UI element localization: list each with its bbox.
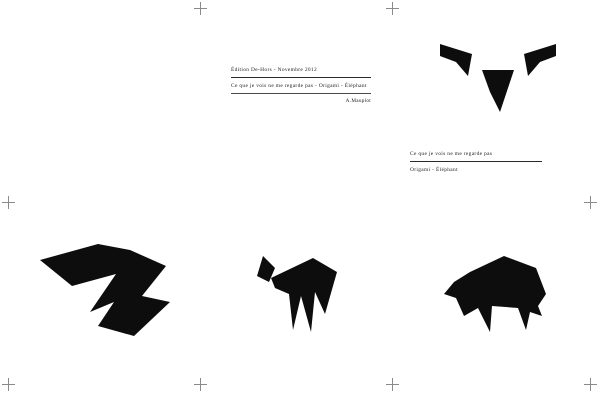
registration-mark-bottom-far-left (2, 378, 15, 391)
caption-divider (410, 161, 542, 162)
origami-elephant-bottom-right (434, 254, 554, 338)
work-title: Ce que je vois ne me regarde pas - Origami - Éléphant (231, 83, 367, 90)
bull-left-horn-shape (440, 44, 472, 76)
origami-bird-bottom-left (38, 240, 174, 344)
caption-block (410, 150, 542, 174)
author-credit: A.Mauplot (345, 98, 371, 105)
registration-mark-left-middle (2, 196, 15, 209)
origami-bull-head-top-right (438, 42, 558, 114)
edition-line: Édition De-Hors - Novembre 2012 (231, 67, 318, 73)
title-divider-top (231, 77, 371, 78)
registration-mark-bottom-left (194, 378, 207, 391)
caption-work-title: Ce que je vois ne me regarde pas (410, 151, 493, 157)
registration-mark-bottom-far-right (584, 378, 597, 391)
bird-body-shape (40, 244, 170, 336)
registration-mark-right-middle (584, 196, 597, 209)
bull-muzzle-shape (482, 70, 514, 112)
registration-mark-top-right (386, 2, 399, 15)
origami-horse-bottom-center (253, 252, 339, 336)
title-divider-bottom (231, 93, 371, 94)
registration-mark-bottom-right (386, 378, 399, 391)
bull-right-horn-shape (524, 44, 556, 76)
horse-body-shape (271, 258, 337, 332)
caption-subtitle: Origami - Éléphant (410, 167, 458, 174)
registration-mark-top-left (194, 2, 207, 15)
elephant-body-shape (444, 256, 546, 332)
title-block (231, 66, 371, 106)
